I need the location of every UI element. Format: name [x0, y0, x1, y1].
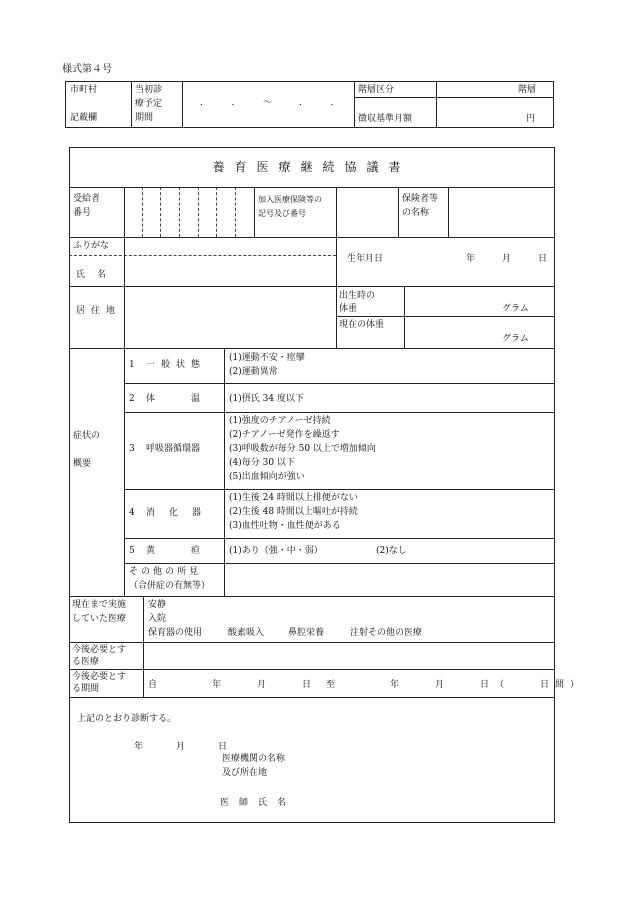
insurance-number-label-2: 記号及び番号	[258, 209, 306, 218]
municipality-label: 市町村	[70, 85, 98, 95]
residence-label: 居住地	[76, 306, 122, 316]
insurer-label-2: の名称	[402, 208, 430, 218]
treatment-rest[interactable]: 安静	[148, 600, 167, 610]
treatment-label-1: 現在まで実施	[72, 600, 127, 610]
levy-label: 徴収基準月額	[358, 114, 413, 124]
category-3-item-5: (5)出血傾向が強い	[229, 472, 305, 482]
category-5-name: 黄疸	[146, 546, 237, 556]
insurance-number-label-1: 加入医療保険等の	[258, 195, 322, 204]
initial-period-label-2: 療予定	[135, 99, 163, 109]
institution-label-1: 医療機関の名称	[222, 754, 286, 764]
category-2-number: 2	[129, 394, 135, 404]
category-1-item-2: (2)運動異常	[229, 367, 278, 377]
form-title: 養育医療継続協議書	[212, 160, 411, 174]
doctor-name-label: 医師氏名	[220, 798, 297, 808]
period-from-date[interactable]: 年 月 日	[212, 680, 318, 690]
name-field[interactable]	[125, 238, 335, 286]
period-from-label: 自	[148, 680, 158, 690]
treatment-label-2: していた医療	[72, 614, 127, 624]
entry-column-label: 記載欄	[70, 113, 98, 123]
treatment-injection[interactable]: 注射その他の医療	[350, 628, 423, 638]
current-weight-label: 現在の体重	[339, 320, 385, 330]
initial-period-label-3: 期間	[135, 113, 154, 123]
tier-unit: 階層	[518, 85, 537, 95]
treatment-nasal-feeding[interactable]: 鼻腔栄養	[288, 628, 325, 638]
institution-label-2: 及び所在地	[222, 768, 268, 778]
category-2-item-1: (1)摂氏 34 度以下	[229, 394, 304, 404]
future-period-label-2: る期間	[72, 684, 100, 694]
category-4-item-1: (1)生後 24 時間以上排便がない	[229, 493, 358, 503]
category-3-item-3: (3)呼吸数が毎分 50 以上で増加傾向	[229, 444, 376, 454]
birth-weight-unit: グラム	[502, 304, 529, 314]
recipient-number-field[interactable]	[125, 188, 254, 236]
other-findings-field[interactable]	[225, 564, 553, 595]
category-3-item-2: (2)チアノーゼ発作を繰返す	[229, 430, 340, 440]
category-5-number: 5	[129, 546, 135, 556]
category-3-item-4: (4)毎分 30 以下	[229, 458, 295, 468]
symptoms-label-1: 症状の	[73, 431, 101, 441]
form-number: 様式第４号	[62, 64, 112, 75]
initial-period-value[interactable]: ． ． 〜 ． ．	[200, 98, 349, 108]
period-to-date[interactable]: 年 月 日（ 日間）	[390, 680, 586, 690]
other-findings-label-1: その他の所見	[129, 567, 202, 577]
treatment-oxygen[interactable]: 酸素吸入	[228, 628, 265, 638]
future-care-label-1: 今後必要とす	[72, 645, 127, 655]
category-3-number: 3	[129, 444, 135, 454]
category-1-item-1: (1)運動不安・痙攣	[229, 353, 305, 363]
other-findings-label-2: （合併症の有無等）	[129, 581, 211, 591]
category-3-item-1: (1)強度のチアノーゼ持続	[229, 416, 331, 426]
symptoms-label-2: 概要	[73, 459, 92, 469]
category-4-item-2: (2)生後 48 時間以上嘔吐が持続	[229, 507, 358, 517]
recipient-label-1: 受給者	[73, 194, 101, 204]
current-weight-unit: グラム	[502, 334, 529, 344]
treatment-incubator[interactable]: 保育器の使用	[148, 628, 203, 638]
dob-value[interactable]: 年 月 日	[466, 254, 551, 264]
levy-unit: 円	[526, 114, 536, 124]
insurer-label-1: 保険者等	[402, 194, 439, 204]
category-3-name: 呼吸器循環器	[146, 444, 201, 454]
signature-date[interactable]: 年 月 日	[134, 742, 233, 752]
category-1-number: 1	[129, 360, 135, 370]
residence-field[interactable]	[125, 287, 335, 347]
treatment-hospitalization[interactable]: 入院	[148, 614, 167, 624]
category-4-item-3: (3)血性吐物・血性便がある	[229, 521, 341, 531]
future-care-field[interactable]	[144, 643, 553, 668]
jaundice-option-yes[interactable]: (1)あり（強・中・弱）	[229, 546, 323, 556]
initial-period-label-1: 当初診	[135, 85, 163, 95]
future-care-label-2: る医療	[72, 657, 100, 667]
future-period-label-1: 今後必要とす	[72, 672, 127, 682]
period-to-label: 至	[326, 680, 336, 690]
furigana-label: ふりがな	[73, 241, 110, 251]
tier-label: 階層区分	[358, 85, 395, 95]
category-4-name: 消化器	[146, 508, 216, 518]
birth-weight-label-2: 体重	[339, 304, 358, 314]
birth-weight-label-1: 出生時の	[339, 291, 376, 301]
diagnosis-statement: 上記のとおり診断する。	[77, 714, 177, 724]
dob-label: 生年月日	[347, 254, 384, 264]
recipient-label-2: 番号	[73, 208, 92, 218]
category-1-name: 一般状態	[146, 360, 207, 370]
jaundice-option-no[interactable]: (2)なし	[376, 546, 407, 556]
category-4-number: 4	[129, 508, 135, 518]
category-2-name: 体温	[146, 394, 237, 404]
name-label: 氏名	[76, 270, 119, 280]
